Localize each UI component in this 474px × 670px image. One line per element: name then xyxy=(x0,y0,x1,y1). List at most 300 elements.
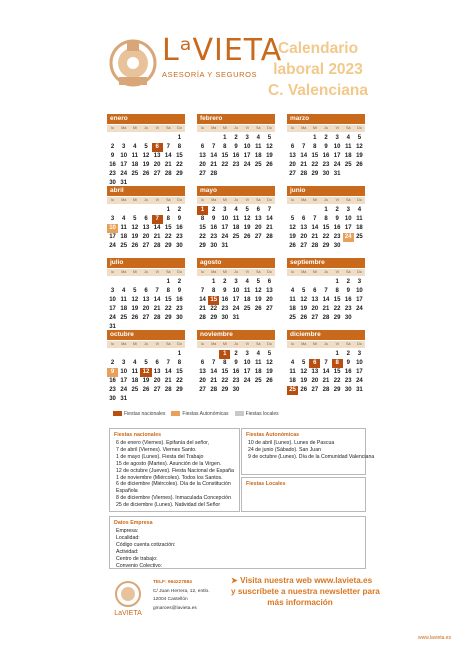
empty-day xyxy=(129,206,140,215)
empty-day xyxy=(287,350,298,359)
day-cell: 5 xyxy=(133,216,137,222)
month-febrero xyxy=(197,114,275,179)
weekday-label: Ju xyxy=(144,126,148,130)
days-grid xyxy=(107,206,185,251)
day-cell: 22 xyxy=(164,234,172,240)
day-cell: 17 xyxy=(344,225,352,231)
day-cell: 30 xyxy=(176,243,183,249)
empty-day xyxy=(298,278,309,287)
day-cell: 14 xyxy=(199,297,206,303)
day-cell: 27 xyxy=(142,315,150,321)
national-holiday-item: 6 de diciembre (Miércoles). Día de la Constitución xyxy=(116,481,231,488)
day-cell: 12 xyxy=(300,297,308,303)
weekday-label: Ma xyxy=(301,126,307,130)
month-noviembre xyxy=(197,330,275,395)
days-grid xyxy=(197,278,275,323)
weekday-row xyxy=(197,197,275,204)
day-cell: 28 xyxy=(322,387,330,393)
weekday-label: lu xyxy=(111,198,114,202)
day-cell: 26 xyxy=(131,243,139,249)
day-cell: 6 xyxy=(155,360,159,366)
day-cell: 17 xyxy=(120,162,128,168)
day-cell: 3 xyxy=(357,279,362,285)
weekday-row xyxy=(197,125,275,132)
cta-web-link[interactable]: www.lavieta.es xyxy=(314,576,373,585)
day-cell: 29 xyxy=(164,243,172,249)
empty-day xyxy=(309,350,320,359)
day-cell: 16 xyxy=(333,225,341,231)
day-cell: 11 xyxy=(356,216,363,222)
day-cell: 18 xyxy=(344,153,352,159)
legend-swatch-national xyxy=(113,411,122,416)
day-cell: 28 xyxy=(153,243,161,249)
day-cell: 31 xyxy=(109,324,116,330)
empty-day xyxy=(107,278,118,287)
weekday-label: Sá xyxy=(256,198,261,202)
contact-address-2: 12004 Castellón xyxy=(153,597,188,602)
empty-day xyxy=(197,278,208,287)
weekday-label: Vi xyxy=(335,342,339,346)
day-cell: 28 xyxy=(153,315,161,321)
day-cell: 4 xyxy=(256,351,260,357)
empty-day xyxy=(163,134,174,143)
month-septiembre xyxy=(287,258,365,323)
day-cell: 15 xyxy=(164,225,172,231)
day-cell: 15 xyxy=(311,153,319,159)
day-cell: 15 xyxy=(176,369,183,375)
page-title xyxy=(258,38,378,101)
day-cell: 12 xyxy=(266,144,273,150)
day-cell: 23 xyxy=(109,387,116,393)
legend-item-national xyxy=(113,411,165,417)
day-cell: 5 xyxy=(256,279,260,285)
day-cell: 3 xyxy=(357,351,362,357)
day-cell: 4 xyxy=(290,360,295,366)
days-grid xyxy=(197,206,275,251)
national-holiday-item: 12 de octubre (Jueves). Fiesta Nacional de España xyxy=(116,467,234,474)
day-cell: 18 xyxy=(356,225,363,231)
days-grid xyxy=(107,350,185,404)
day-cell: 9 xyxy=(346,288,350,294)
weekday-label: Vi xyxy=(335,270,339,274)
weekday-label: Sá xyxy=(166,342,171,346)
day-cell: 8 xyxy=(177,144,182,150)
autonomic-holidays-list xyxy=(242,440,375,461)
empty-day xyxy=(118,134,129,143)
empty-day xyxy=(152,206,163,215)
day-cell: 7 xyxy=(166,360,170,366)
empty-day xyxy=(129,350,140,359)
weekday-label: lu xyxy=(111,270,114,274)
day-cell: 2 xyxy=(335,207,339,213)
day-cell: 6 xyxy=(200,360,205,366)
day-cell: 20 xyxy=(254,225,262,231)
day-cell: 21 xyxy=(300,162,308,168)
day-cell: 28 xyxy=(300,171,308,177)
weekday-label: Ju xyxy=(324,342,328,346)
day-cell: 30 xyxy=(333,243,341,249)
weekday-label: Ma xyxy=(211,270,217,274)
day-cell: 22 xyxy=(210,306,218,312)
weekday-label: Ju xyxy=(144,270,148,274)
day-cell: 6 xyxy=(200,144,205,150)
empty-day xyxy=(118,278,129,287)
day-cell: 26 xyxy=(266,378,273,384)
day-cell: 17 xyxy=(109,306,116,312)
day-cell: 8 xyxy=(324,216,328,222)
day-cell: 30 xyxy=(109,180,116,186)
empty-day xyxy=(152,134,163,143)
weekday-label: Vi xyxy=(245,270,249,274)
day-cell: 10 xyxy=(221,216,229,222)
weekday-label: Ma xyxy=(121,342,127,346)
empty-day xyxy=(129,134,140,143)
day-cell: 6 xyxy=(290,144,295,150)
day-cell: 11 xyxy=(289,369,296,375)
day-cell: 28 xyxy=(311,243,319,249)
day-cell: 25 xyxy=(254,378,262,384)
day-cell: 22 xyxy=(322,234,330,240)
day-cell: 23 xyxy=(232,162,240,168)
day-cell: 16 xyxy=(221,297,229,303)
day-cell: 29 xyxy=(333,315,341,321)
weekday-label: Ju xyxy=(324,126,328,130)
day-cell: 10 xyxy=(120,369,128,375)
national-holiday-item: 15 de agosto (Martes). Asunción de la Virgen. xyxy=(116,460,222,467)
month-header: abril xyxy=(107,186,185,196)
day-cell: 14 xyxy=(210,369,218,375)
autonomic-holiday-item: 10 de abril (Lunes). Lunes de Pascua xyxy=(248,440,335,446)
national-holidays-box xyxy=(109,428,240,512)
weekday-label: Do xyxy=(357,270,362,274)
day-cell: 10 xyxy=(232,288,240,294)
weekday-label: Do xyxy=(177,342,182,346)
day-cell: 2 xyxy=(234,135,238,141)
month-diciembre xyxy=(287,330,365,395)
national-holiday-item: 6 de enero (Viernes). Epifanía del señor, xyxy=(116,440,210,446)
weekday-label: Sá xyxy=(346,270,351,274)
day-cell: 13 xyxy=(199,369,206,375)
day-cell: 6 xyxy=(302,216,306,222)
title-line-2: laboral 2023 xyxy=(273,61,363,78)
day-cell: 7 xyxy=(166,144,170,150)
day-cell: 21 xyxy=(199,306,206,312)
weekday-label: Ma xyxy=(121,198,127,202)
day-cell: 27 xyxy=(311,387,319,393)
day-cell: 26 xyxy=(266,162,273,168)
month-header: julio xyxy=(107,258,185,268)
day-cell: 25 xyxy=(289,315,296,321)
day-cell: 7 xyxy=(324,360,328,366)
day-cell: 3 xyxy=(223,207,227,213)
day-cell: 11 xyxy=(243,288,251,294)
day-cell: 18 xyxy=(131,378,139,384)
day-cell: 29 xyxy=(210,315,218,321)
weekday-label: lu xyxy=(201,342,204,346)
days-grid xyxy=(107,134,185,188)
days-grid xyxy=(287,278,365,323)
day-cell: 3 xyxy=(245,135,249,141)
day-cell: 15 xyxy=(221,369,229,375)
empty-day xyxy=(163,350,174,359)
cta-visit-text: Visita nuestra web xyxy=(240,576,312,585)
day-cell: 5 xyxy=(144,360,148,366)
local-holidays-title: Fiestas Locales xyxy=(246,481,286,487)
day-cell: 19 xyxy=(300,306,308,312)
weekday-label: Mi xyxy=(312,198,317,202)
day-cell: 20 xyxy=(153,378,161,384)
weekday-label: lu xyxy=(291,126,294,130)
legend-item-autonomic xyxy=(171,411,228,417)
day-cell: 10 xyxy=(333,144,341,150)
cta-line-3: más información xyxy=(267,598,333,607)
day-cell: 13 xyxy=(311,297,319,303)
weekday-label: Ma xyxy=(211,342,217,346)
day-cell: 8 xyxy=(200,216,205,222)
day-cell: 13 xyxy=(311,369,319,375)
day-cell: 6 xyxy=(152,143,163,152)
weekday-label: Ma xyxy=(211,198,217,202)
day-cell: 23 xyxy=(344,306,352,312)
day-cell: 16 xyxy=(176,225,183,231)
weekday-label: Ju xyxy=(234,126,238,130)
company-field: Código cuenta cotización: xyxy=(116,541,176,548)
day-cell: 20 xyxy=(142,234,150,240)
day-cell: 16 xyxy=(322,153,330,159)
day-cell: 26 xyxy=(300,315,308,321)
day-cell: 9 xyxy=(110,153,115,159)
day-cell: 22 xyxy=(176,378,183,384)
day-cell: 10 xyxy=(356,360,363,366)
day-cell: 7 xyxy=(267,207,272,213)
day-cell: 20 xyxy=(153,162,161,168)
day-cell: 21 xyxy=(153,234,161,240)
day-cell: 14 xyxy=(164,153,172,159)
day-cell: 21 xyxy=(322,306,330,312)
day-cell: 2 xyxy=(110,144,115,150)
weekday-label: lu xyxy=(291,198,294,202)
day-cell: 19 xyxy=(142,378,150,384)
day-cell: 12 xyxy=(254,288,262,294)
empty-day xyxy=(118,206,129,215)
day-cell: 26 xyxy=(254,306,262,312)
legend-label-autonomic: Fiestas Autonómicas xyxy=(182,410,229,417)
day-cell: 22 xyxy=(176,162,183,168)
day-cell: 28 xyxy=(164,171,172,177)
newsletter-cta xyxy=(231,575,380,608)
legend-label-national: Fiestas nacionales xyxy=(124,410,166,417)
weekday-label: lu xyxy=(201,198,204,202)
brand-logo-icon xyxy=(107,33,159,91)
arrow-right-icon: ➤ xyxy=(231,576,238,585)
month-header: marzo xyxy=(287,114,365,124)
company-field: Convenio Colectivo: xyxy=(116,562,163,569)
day-cell: 15 xyxy=(164,297,172,303)
weekday-label: Do xyxy=(177,198,182,202)
weekday-label: Ju xyxy=(324,270,328,274)
day-cell: 24 xyxy=(221,234,229,240)
day-cell: 19 xyxy=(266,153,273,159)
day-cell: 15 xyxy=(333,297,341,303)
day-cell: 24 xyxy=(109,315,116,321)
weekday-label: lu xyxy=(111,126,114,130)
day-cell: 21 xyxy=(322,378,330,384)
day-cell: 29 xyxy=(221,387,229,393)
day-cell: 26 xyxy=(289,243,296,249)
day-cell: 4 xyxy=(234,207,238,213)
day-cell: 30 xyxy=(176,315,183,321)
day-cell: 19 xyxy=(289,234,296,240)
weekday-label: Mi xyxy=(222,126,227,130)
day-cell: 14 xyxy=(153,297,161,303)
day-cell: 17 xyxy=(243,369,251,375)
day-cell: 14 xyxy=(322,297,330,303)
cta-line-1 xyxy=(231,575,373,586)
day-cell: 16 xyxy=(232,153,240,159)
day-cell: 4 xyxy=(133,360,137,366)
day-cell: 4 xyxy=(290,288,295,294)
day-cell: 14 xyxy=(311,225,319,231)
weekday-row xyxy=(197,269,275,276)
day-cell: 21 xyxy=(210,162,218,168)
day-cell: 25 xyxy=(232,234,240,240)
weekday-label: Sá xyxy=(166,270,171,274)
day-cell: 25 xyxy=(120,315,128,321)
day-cell: 11 xyxy=(289,297,296,303)
day-cell: 24 xyxy=(120,387,128,393)
day-cell: 4 xyxy=(256,135,260,141)
day-cell: 12 xyxy=(140,368,151,377)
weekday-label: Sá xyxy=(346,198,351,202)
day-cell: 20 xyxy=(289,162,296,168)
weekday-label: Do xyxy=(267,198,272,202)
day-cell: 2 xyxy=(223,279,227,285)
weekday-label: Vi xyxy=(155,198,159,202)
month-header: mayo xyxy=(197,186,275,196)
day-cell: 22 xyxy=(221,162,229,168)
day-cell: 14 xyxy=(300,153,308,159)
contact-phone: TELF: 964227884 xyxy=(153,580,192,585)
weekday-label: lu xyxy=(201,270,204,274)
empty-day xyxy=(298,350,309,359)
day-cell: 11 xyxy=(255,144,262,150)
legend-item-local xyxy=(235,411,279,417)
empty-day xyxy=(287,134,298,143)
empty-day xyxy=(309,206,320,215)
day-cell: 29 xyxy=(164,315,172,321)
day-cell: 1 xyxy=(166,207,170,213)
weekday-label: Sá xyxy=(346,126,351,130)
day-cell: 30 xyxy=(344,387,352,393)
day-cell: 16 xyxy=(176,297,183,303)
day-cell: 24 xyxy=(109,243,116,249)
weekday-label: Vi xyxy=(335,198,339,202)
day-cell: 7 xyxy=(212,360,216,366)
day-cell: 30 xyxy=(109,396,116,402)
day-cell: 16 xyxy=(344,297,352,303)
day-cell: 1 xyxy=(313,135,317,141)
weekday-label: Ju xyxy=(144,342,148,346)
day-cell: 26 xyxy=(356,162,363,168)
day-cell: 31 xyxy=(333,171,341,177)
day-cell: 17 xyxy=(120,378,128,384)
day-cell: 4 xyxy=(122,288,126,294)
day-cell: 13 xyxy=(266,288,273,294)
day-cell: 10 xyxy=(107,224,118,233)
day-cell: 19 xyxy=(254,297,262,303)
days-grid xyxy=(287,134,365,179)
day-cell: 23 xyxy=(109,171,116,177)
footer-website[interactable]: www.lavieta.es xyxy=(418,635,452,641)
weekday-label: lu xyxy=(111,342,114,346)
day-cell: 23 xyxy=(333,234,341,240)
empty-day xyxy=(208,134,219,143)
day-cell: 14 xyxy=(153,225,161,231)
day-cell: 12 xyxy=(356,144,363,150)
empty-day xyxy=(320,278,331,287)
day-cell: 5 xyxy=(290,216,295,222)
day-cell: 9 xyxy=(346,360,350,366)
day-cell: 8 xyxy=(177,360,182,366)
weekday-label: Mi xyxy=(132,342,137,346)
national-holiday-item: 7 de abril (Viernes). Viernes Santo. xyxy=(116,446,197,453)
day-cell: 27 xyxy=(300,243,308,249)
empty-day xyxy=(287,206,298,215)
day-cell: 7 xyxy=(152,215,163,224)
day-cell: 3 xyxy=(346,207,350,213)
day-cell: 14 xyxy=(164,369,172,375)
national-holiday-item: 1 de noviembre (Miércoles). Todos los Santos. xyxy=(116,474,223,481)
contact-address-1: C/ Juan Herrera, 12, entlo. xyxy=(153,588,210,594)
month-marzo xyxy=(287,114,365,179)
day-cell: 8 xyxy=(335,288,339,294)
weekday-row xyxy=(107,197,185,204)
footer-logo-icon xyxy=(111,578,145,618)
day-cell: 19 xyxy=(131,306,139,312)
day-cell: 5 xyxy=(302,288,306,294)
day-cell: 19 xyxy=(142,162,150,168)
contact-email[interactable]: gmaroes@lavieta.es xyxy=(153,605,197,611)
weekday-label: Ju xyxy=(144,198,148,202)
day-cell: 27 xyxy=(289,171,296,177)
day-cell: 12 xyxy=(289,225,296,231)
month-agosto xyxy=(197,258,275,323)
day-cell: 15 xyxy=(322,225,330,231)
day-cell: 22 xyxy=(311,162,319,168)
weekday-row xyxy=(107,269,185,276)
day-cell: 18 xyxy=(254,369,262,375)
day-cell: 28 xyxy=(210,387,218,393)
weekday-label: Vi xyxy=(245,342,249,346)
day-cell: 14 xyxy=(266,216,273,222)
day-cell: 2 xyxy=(324,135,328,141)
month-header: junio xyxy=(287,186,365,196)
day-cell: 13 xyxy=(254,216,262,222)
weekday-label: Sá xyxy=(256,126,261,130)
weekday-label: Do xyxy=(357,342,362,346)
day-cell: 25 xyxy=(131,171,139,177)
day-cell: 18 xyxy=(232,225,240,231)
weekday-label: Sá xyxy=(256,342,261,346)
day-cell: 13 xyxy=(153,153,161,159)
day-cell: 11 xyxy=(345,144,352,150)
day-cell: 31 xyxy=(356,387,363,393)
weekday-label: Vi xyxy=(155,270,159,274)
day-cell: 1 xyxy=(177,135,182,141)
month-header: octubre xyxy=(107,330,185,340)
day-cell: 29 xyxy=(322,243,330,249)
month-header: febrero xyxy=(197,114,275,124)
